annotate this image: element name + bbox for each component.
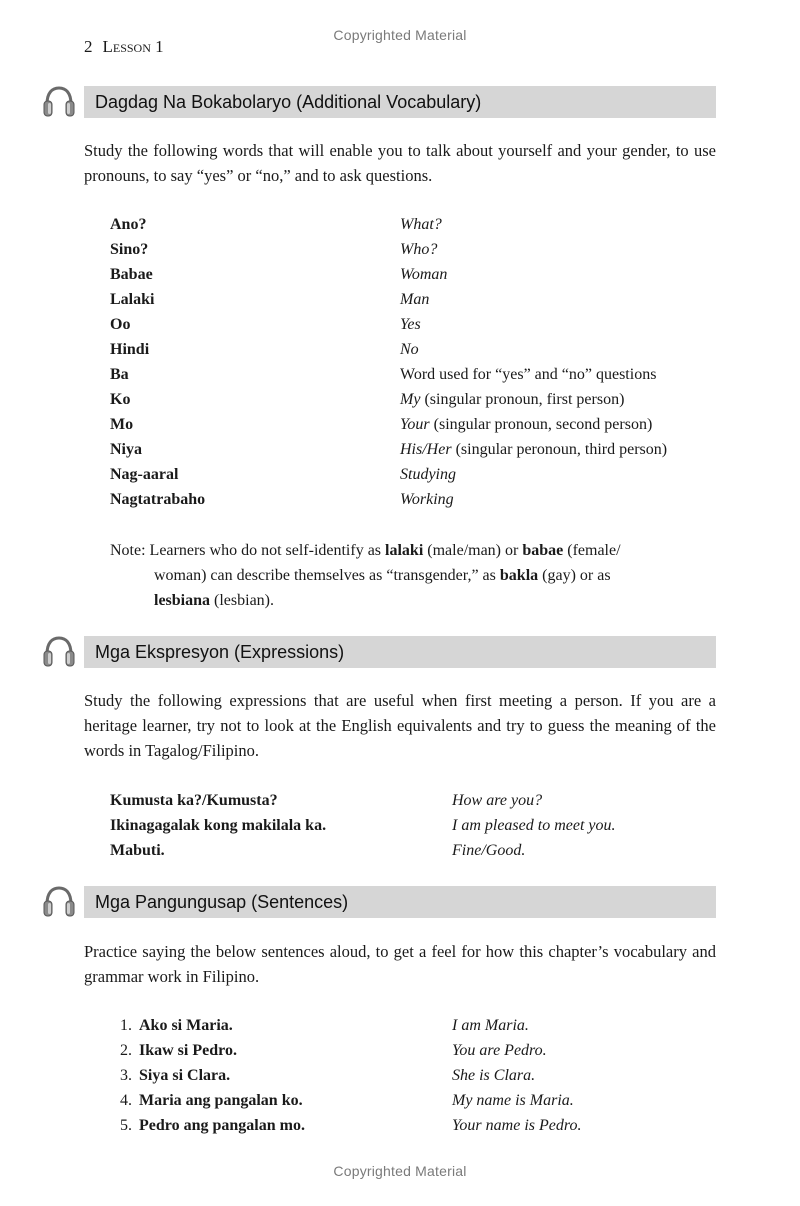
gender-note — [110, 538, 716, 613]
expression-meaning: Fine/Good. — [452, 842, 526, 859]
sentence-meaning: I am Maria. — [452, 1017, 529, 1034]
note-text: (lesbian). — [210, 592, 274, 609]
vocab-meaning: Man — [400, 291, 430, 308]
vocab-term: Niya — [110, 441, 142, 458]
note-label: Note: — [110, 542, 146, 559]
running-head — [84, 37, 164, 57]
expression-row — [0, 788, 800, 813]
note-term: babae — [522, 542, 564, 559]
vocab-term: Ano? — [110, 216, 147, 233]
note-text: (female/ — [563, 542, 621, 559]
sentence-number: 3. — [120, 1067, 132, 1084]
vocab-meaning: Woman — [400, 266, 448, 283]
vocab-meaning: Working — [400, 491, 454, 508]
sentence-row — [0, 1038, 800, 1063]
vocab-meaning: No — [400, 341, 419, 358]
vocab-term: Hindi — [110, 341, 150, 358]
note-term: lalaki — [385, 542, 424, 559]
lesson-label: Lesson 1 — [102, 37, 164, 56]
vocab-term: Nag-aaral — [110, 466, 179, 483]
section-heading-expressions: Mga Ekspresyon (Expressions) — [84, 636, 716, 668]
sentence-number: 2. — [120, 1042, 132, 1059]
vocab-meaning-italic: His/Her — [400, 441, 452, 458]
sentence-number: 4. — [120, 1092, 132, 1109]
vocab-meaning-italic: Your — [400, 416, 430, 433]
vocab-term: Ko — [110, 391, 131, 408]
watermark-bottom: Copyrighted Material — [333, 1163, 467, 1179]
vocab-meaning: Word used for “yes” and “no” questions — [400, 366, 657, 383]
vocab-meaning: Who? — [400, 241, 438, 258]
note-term: bakla — [499, 567, 539, 584]
section-heading-sentences: Mga Pangungusap (Sentences) — [84, 886, 716, 918]
vocab-row — [0, 487, 800, 512]
note-text: (gay) or as — [538, 567, 611, 584]
sentences-intro: Practice saying the below sentences aloud, to get a feel for how this chapter’s vocabulary and grammar work in Filipino. — [84, 942, 716, 986]
vocab-term: Nagtatrabaho — [110, 491, 206, 508]
page-number: 2 — [84, 37, 93, 56]
vocab-term: Sino? — [110, 241, 149, 258]
headphones-icon[interactable] — [41, 884, 77, 920]
sentence-row — [0, 1088, 800, 1113]
sentence-term: Ako si Maria. — [139, 1017, 233, 1034]
sentence-term: Ikaw si Pedro. — [139, 1042, 237, 1059]
expression-row — [0, 813, 800, 838]
vocab-row — [0, 437, 800, 462]
expression-term: Kumusta ka?/Kumusta? — [110, 792, 278, 809]
section-heading-vocabulary: Dagdag Na Bokabolaryo (Additional Vocabulary) — [84, 86, 716, 118]
vocab-row — [0, 362, 800, 387]
sentence-row — [0, 1063, 800, 1088]
vocab-meaning — [400, 412, 652, 437]
note-text: Learners who do not self-identify as — [145, 542, 386, 559]
watermark-top: Copyrighted Material — [333, 27, 467, 43]
vocab-row — [0, 237, 800, 262]
vocab-row — [0, 462, 800, 487]
sentence-meaning: My name is Maria. — [452, 1092, 574, 1109]
vocab-row — [0, 312, 800, 337]
vocab-term: Babae — [110, 266, 153, 283]
note-term: lesbiana — [154, 592, 211, 609]
expression-meaning: I am pleased to meet you. — [452, 817, 616, 834]
sentence-meaning: You are Pedro. — [452, 1042, 547, 1059]
vocab-row — [0, 412, 800, 437]
vocab-row — [0, 287, 800, 312]
note-text: (male/man) or — [423, 542, 523, 559]
expression-meaning: How are you? — [452, 792, 543, 809]
vocab-meaning-rest: (singular peronoun, third person) — [451, 441, 668, 458]
headphones-icon[interactable] — [41, 634, 77, 670]
vocab-row — [0, 262, 800, 287]
sentence-number: 5. — [120, 1117, 132, 1134]
vocab-meaning: Studying — [400, 466, 456, 483]
headphones-icon[interactable] — [41, 84, 77, 120]
vocab-term: Lalaki — [110, 291, 155, 308]
vocab-meaning — [400, 387, 624, 412]
vocab-meaning: Yes — [400, 316, 421, 333]
vocab-row — [0, 387, 800, 412]
sentence-number: 1. — [120, 1017, 132, 1034]
vocab-meaning: What? — [400, 216, 442, 233]
note-line-3 — [110, 588, 716, 613]
vocab-term: Ba — [110, 366, 129, 383]
expression-row — [0, 838, 800, 863]
vocab-row — [0, 212, 800, 237]
vocab-meaning — [400, 437, 667, 462]
note-line-2 — [110, 563, 716, 588]
vocab-term: Mo — [110, 416, 134, 433]
vocab-term: Oo — [110, 316, 131, 333]
expression-term: Ikinagagalak kong makilala ka. — [110, 817, 327, 834]
sentence-term: Maria ang pangalan ko. — [139, 1092, 303, 1109]
sentence-meaning: Your name is Pedro. — [452, 1117, 582, 1134]
sentence-row — [0, 1113, 800, 1138]
vocab-row — [0, 337, 800, 362]
vocab-meaning-rest: (singular pronoun, second person) — [429, 416, 653, 433]
note-line-1 — [110, 538, 716, 563]
sentence-term: Pedro ang pangalan mo. — [139, 1117, 305, 1134]
expressions-intro: Study the following expressions that are useful when first meeting a person. If you are a heritage learner, try not to look at the English equivalents and try to guess the meaning of the words in Tagalog/Filipino. — [84, 691, 716, 760]
vocab-meaning-rest: (singular pronoun, first person) — [420, 391, 625, 408]
note-text: woman) can describe themselves as “transgender,” as — [154, 567, 500, 584]
sentence-term: Siya si Clara. — [139, 1067, 231, 1084]
expression-term: Mabuti. — [110, 842, 165, 859]
sentence-meaning: She is Clara. — [452, 1067, 536, 1084]
vocabulary-intro: Study the following words that will enable you to talk about yourself and your gender, to use pronouns, to say “yes” or “no,” and to ask questions. — [84, 141, 716, 185]
sentence-row — [0, 1013, 800, 1038]
vocab-meaning-italic: My — [400, 391, 421, 408]
